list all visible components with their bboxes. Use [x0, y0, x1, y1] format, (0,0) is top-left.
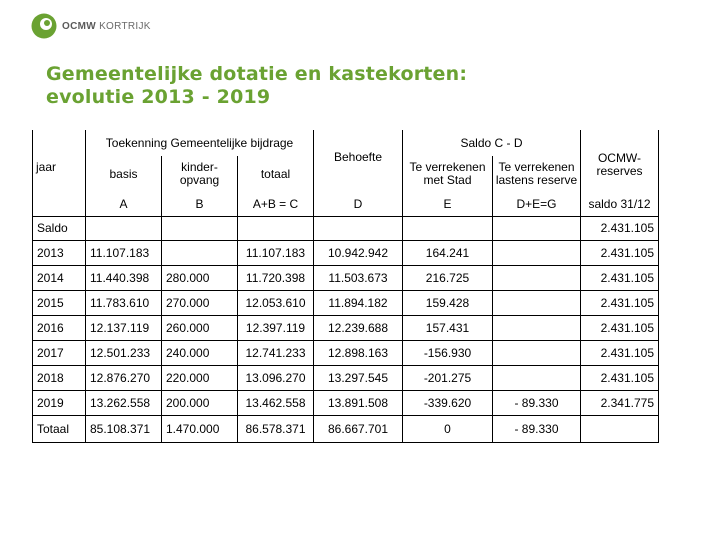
- code-e: E: [403, 192, 493, 216]
- table-row: 2016 12.137.119 260.000 12.397.119 12.239.688 157.431 2.431.105: [33, 315, 659, 340]
- header-jaar: jaar: [33, 156, 86, 192]
- title-line-2: evolutie 2013 - 2019: [46, 86, 271, 108]
- code-d: D: [314, 192, 403, 216]
- code-a: A: [86, 192, 162, 216]
- table-row: 2018 12.876.270 220.000 13.096.270 13.297.545 -201.275 2.431.105: [33, 365, 659, 390]
- group-header-toekenning: Toekenning Gemeentelijke bijdrage: [86, 130, 314, 156]
- totaal-row: Totaal 85.108.371 1.470.000 86.578.371 86.667.701 0 - 89.330: [33, 415, 659, 442]
- table-row: 2019 13.262.558 200.000 13.462.558 13.891.508 -339.620 - 89.330 2.341.775: [33, 390, 659, 415]
- table-row: 2013 11.107.183 11.107.183 10.942.942 164.241 2.431.105: [33, 240, 659, 265]
- code-c: A+B = C: [238, 192, 314, 216]
- header-ocmw-reserves: OCMW-reserves: [581, 130, 659, 192]
- table-row: 2017 12.501.233 240.000 12.741.233 12.898.163 -156.930 2.431.105: [33, 340, 659, 365]
- header-verrekenen-lasten: Te verrekenen lastens reserve: [493, 156, 581, 192]
- code-saldo-3112: saldo 31/12: [581, 192, 659, 216]
- table-row: 2014 11.440.398 280.000 11.720.398 11.503.673 216.725 2.431.105: [33, 265, 659, 290]
- dotatie-table: [32, 130, 659, 443]
- header-basis: basis: [86, 156, 162, 192]
- saldo-value: 2.431.105: [581, 216, 659, 240]
- table-row: 2015 11.783.610 270.000 12.053.610 11.894.182 159.428 2.431.105: [33, 290, 659, 315]
- header-totaal: totaal: [238, 156, 314, 192]
- header-kinderopvang: kinder-opvang: [162, 156, 238, 192]
- ocmw-logo-icon: [31, 13, 57, 39]
- code-g: D+E=G: [493, 192, 581, 216]
- saldo-label: Saldo: [33, 216, 86, 240]
- code-b: B: [162, 192, 238, 216]
- header-behoefte: Behoefte: [314, 130, 403, 192]
- header-verrekenen-stad: Te verrekenen met Stad: [403, 156, 493, 192]
- logo-text: OCMW KORTRIJK: [62, 20, 151, 32]
- page-title: [46, 63, 467, 109]
- ocmw-kortrijk-logo: [31, 13, 151, 39]
- title-line-1: Gemeentelijke dotatie en kastekorten:: [46, 63, 468, 85]
- saldo-row: [33, 216, 659, 240]
- group-header-saldo: Saldo C - D: [403, 130, 581, 156]
- totaal-label: Totaal: [33, 415, 86, 442]
